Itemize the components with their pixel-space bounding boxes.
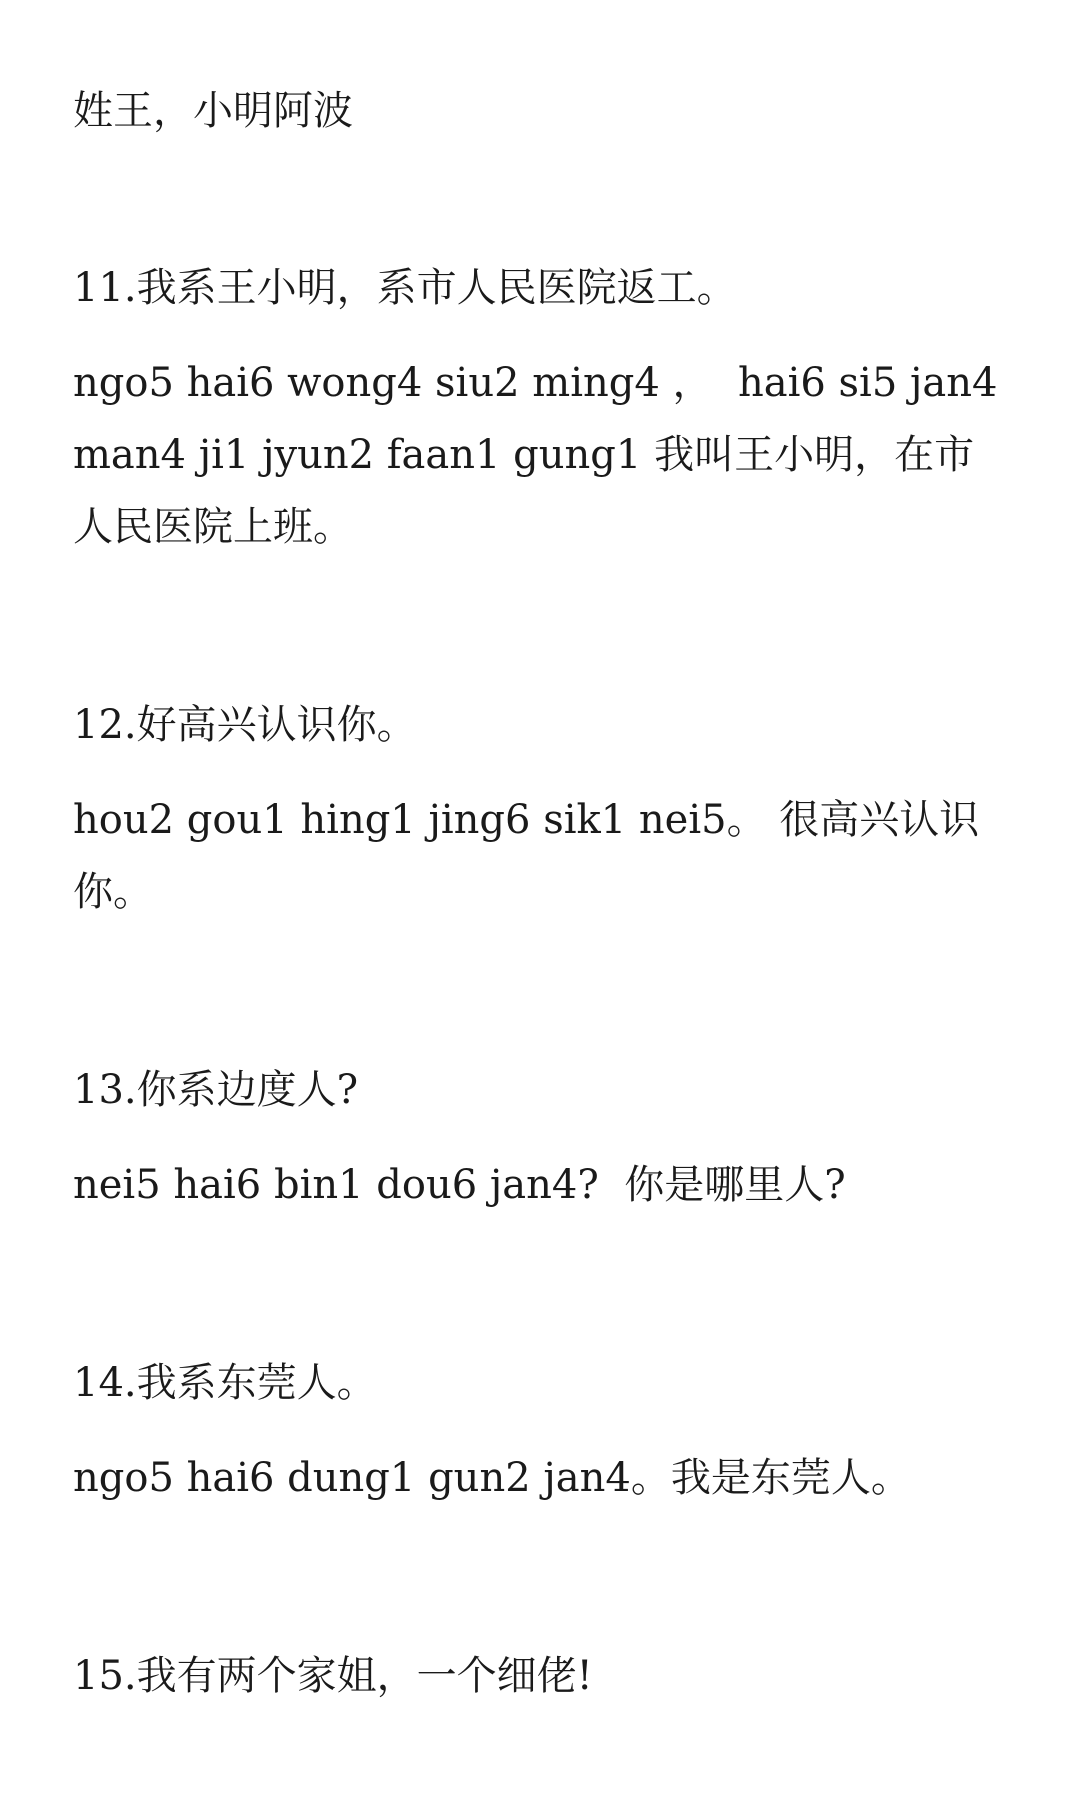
item-15-heading: 15.我有两个家姐，一个细佬! [73, 1653, 593, 1699]
intro-tail-line: 姓王，小明阿波 [73, 88, 353, 134]
item-14-heading: 14.我系东莞人。 [73, 1360, 377, 1406]
item-12-translation-line-1: hou2 gou1 hing1 jing6 sik1 nei5。 很高兴认识 [73, 797, 980, 843]
item-11-translation-line-3: 人民医院上班。 [73, 504, 353, 550]
item-11-heading: 11.我系王小明，系市人民医院返工。 [73, 265, 737, 311]
item-12-heading: 12.好高兴认识你。 [73, 702, 417, 748]
item-13-heading: 13.你系边度人? [73, 1067, 359, 1113]
item-11-translation-line-2: man4 ji1 jyun2 faan1 gung1 我叫王小明，在市 [73, 432, 975, 478]
item-14-translation-line-1: ngo5 hai6 dung1 gun2 jan4。我是东莞人。 [73, 1455, 911, 1501]
item-13-translation-line-1: nei5 hai6 bin1 dou6 jan4? 你是哪里人? [73, 1162, 846, 1208]
item-11-translation-line-1: ngo5 hai6 wong4 siu2 ming4 ， hai6 si5 jan4 [73, 360, 998, 406]
item-12-translation-line-2: 你。 [73, 869, 153, 915]
